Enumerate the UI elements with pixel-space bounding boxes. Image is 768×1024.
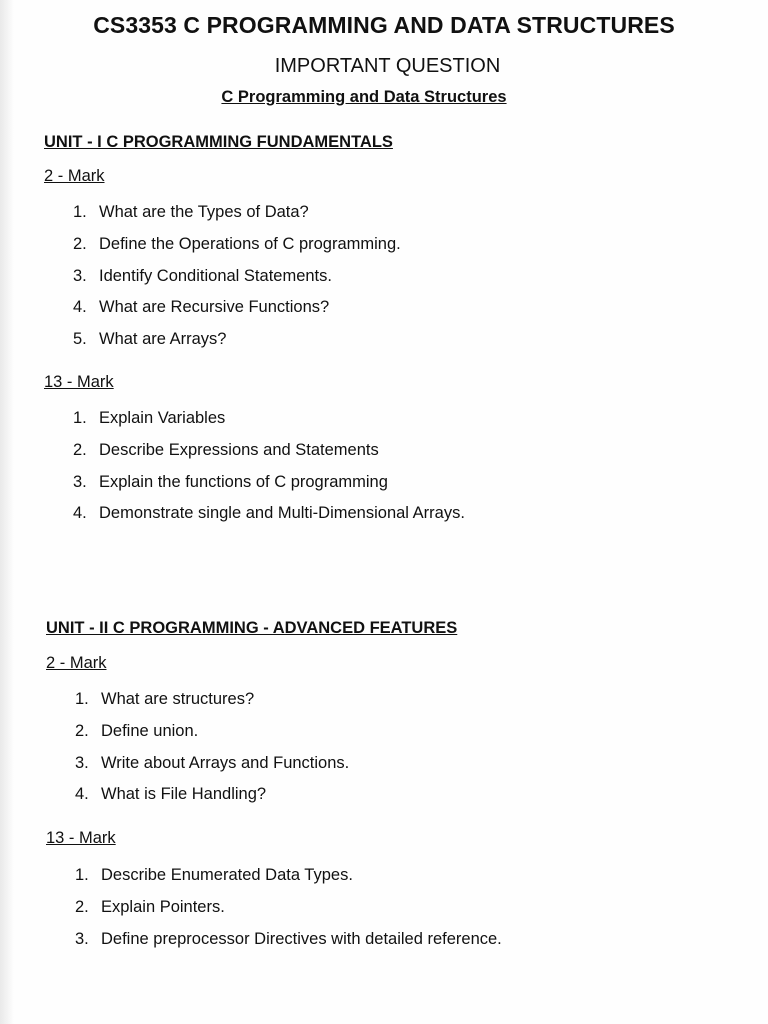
question-text: Define union. bbox=[101, 721, 199, 740]
question-text: What are the Types of Data? bbox=[99, 203, 309, 221]
question-text: Define preprocessor Directives with detailed reference. bbox=[101, 929, 502, 948]
question-text: Describe Enumerated Data Types. bbox=[101, 866, 353, 884]
unit-2-13-mark-heading: 13 - Mark bbox=[46, 829, 116, 847]
scan-edge-shadow bbox=[0, 0, 14, 1024]
unit-2-heading: UNIT - II C PROGRAMMING - ADVANCED FEATURES bbox=[46, 619, 458, 637]
unit-2-13-mark-questions bbox=[75, 865, 502, 960]
question-item: 4. What are Recursive Functions? bbox=[73, 298, 330, 317]
unit-1-2-mark-questions bbox=[73, 202, 401, 361]
document-subtitle: IMPORTANT QUESTION bbox=[274, 55, 501, 77]
unit-1-13-mark-questions bbox=[73, 408, 465, 535]
question-text: Identify Conditional Statements. bbox=[99, 266, 332, 285]
question-text: Define the Operations of C programming. bbox=[99, 234, 401, 253]
question-item: 1. What are structures? bbox=[75, 690, 255, 708]
question-item: 4. Demonstrate single and Multi-Dimensional Arrays. bbox=[73, 504, 465, 523]
question-item: 3. Identify Conditional Statements. bbox=[73, 266, 332, 285]
document-title: CS3353 C PROGRAMMING AND DATA STRUCTURES bbox=[93, 12, 675, 38]
question-text: Explain Pointers. bbox=[101, 897, 225, 916]
course-name: C Programming and Data Structures bbox=[221, 88, 507, 106]
question-item: 1. Describe Enumerated Data Types. bbox=[75, 866, 353, 884]
question-text: What are Arrays? bbox=[99, 330, 227, 349]
unit-2-2-mark-heading: 2 - Mark bbox=[46, 654, 107, 672]
question-item: 4. What is File Handling? bbox=[75, 785, 267, 804]
question-item: 5. What are Arrays? bbox=[73, 330, 227, 349]
question-item: 2. Define the Operations of C programming. bbox=[73, 234, 401, 253]
unit-1-13-mark-heading: 13 - Mark bbox=[44, 373, 114, 391]
question-item: 2. Define union. bbox=[75, 721, 199, 740]
question-text: Demonstrate single and Multi-Dimensional Arrays. bbox=[99, 504, 465, 523]
question-text: Explain Variables bbox=[99, 409, 226, 427]
question-item: 2. Describe Expressions and Statements bbox=[73, 440, 379, 459]
question-text: What is File Handling? bbox=[101, 785, 267, 804]
question-item: 1. What are the Types of Data? bbox=[73, 203, 309, 221]
question-item: 1. Explain Variables bbox=[73, 409, 226, 427]
question-item: 2. Explain Pointers. bbox=[75, 897, 225, 916]
question-item: 3. Explain the functions of C programming bbox=[73, 472, 388, 491]
question-text: Explain the functions of C programming bbox=[99, 472, 388, 491]
question-item: 3. Define preprocessor Directives with detailed reference. bbox=[75, 929, 502, 948]
unit-1-heading: UNIT - I C PROGRAMMING FUNDAMENTALS bbox=[44, 133, 393, 151]
question-text: What are Recursive Functions? bbox=[99, 298, 330, 317]
question-text: What are structures? bbox=[101, 690, 255, 708]
unit-2-2-mark-questions bbox=[75, 689, 349, 816]
unit-1-2-mark-heading: 2 - Mark bbox=[44, 167, 105, 185]
question-item: 3. Write about Arrays and Functions. bbox=[75, 753, 350, 772]
question-text: Write about Arrays and Functions. bbox=[101, 753, 350, 772]
question-text: Describe Expressions and Statements bbox=[99, 440, 379, 459]
